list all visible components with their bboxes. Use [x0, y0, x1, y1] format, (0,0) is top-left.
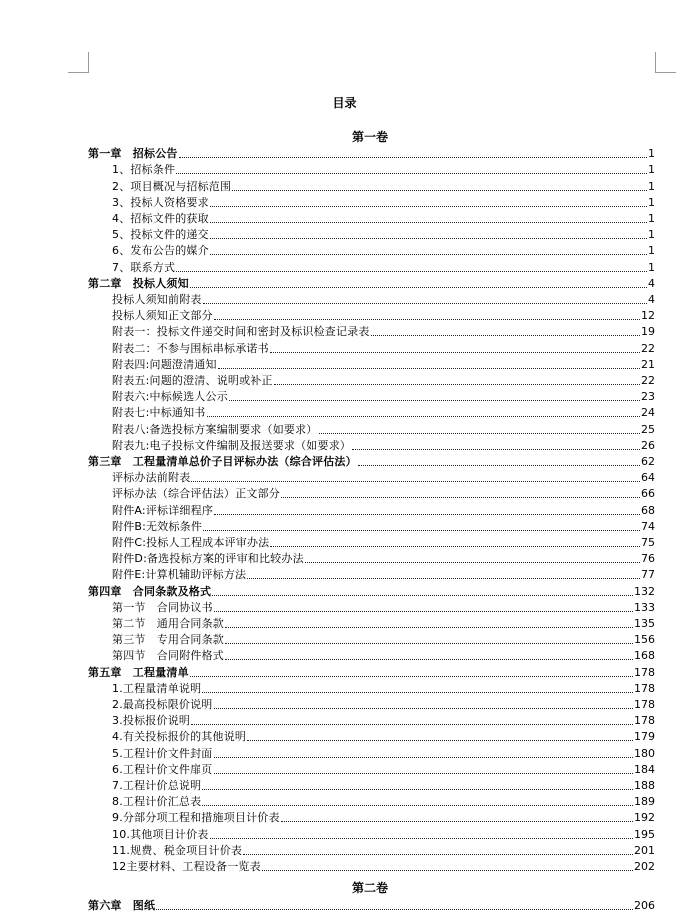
toc-section-entry[interactable]	[112, 258, 655, 274]
toc-entry-label: 附表五:问题的澄清、说明或补正	[112, 373, 273, 387]
toc-section-entry[interactable]	[112, 744, 655, 760]
toc-section-entry[interactable]	[112, 177, 655, 193]
toc-entry-page-number: 19	[641, 325, 655, 339]
toc-section-entry[interactable]	[112, 793, 655, 809]
dot-leader	[179, 157, 647, 158]
toc-entry-label: 1、招标条件	[112, 163, 176, 177]
toc-entry-label: 2、项目概况与招标范围	[112, 179, 232, 193]
dot-leader	[247, 578, 640, 579]
toc-chapter-entry[interactable]	[88, 453, 655, 469]
toc-section-entry[interactable]	[112, 388, 655, 404]
toc-entry-label: 评标办法（综合评估法）正文部分	[112, 487, 280, 501]
toc-entry-page-number: 1	[648, 163, 655, 177]
dot-leader	[305, 562, 640, 563]
dot-leader	[371, 335, 640, 336]
toc-section-entry[interactable]	[112, 194, 655, 210]
toc-chapter-entry[interactable]	[88, 275, 655, 291]
dot-leader	[202, 692, 633, 693]
crop-mark-top-left-horizontal	[68, 72, 89, 73]
toc-section-entry[interactable]	[112, 842, 655, 858]
toc-entry-page-number: 178	[634, 681, 655, 695]
toc-entry-label: 第三章 工程量清单总价子目评标办法（综合评估法）	[88, 454, 357, 468]
toc-entry-label: 附件D:备选投标方案的评审和比较办法	[112, 552, 304, 566]
toc-chapter-entry[interactable]	[88, 582, 655, 598]
dot-leader	[191, 724, 633, 725]
toc-section-entry[interactable]	[112, 761, 655, 777]
dot-leader	[203, 530, 640, 531]
toc-entry-label: 8.工程计价汇总表	[112, 795, 202, 809]
toc-section-entry[interactable]	[112, 323, 655, 339]
crop-mark-top-left-vertical	[88, 52, 89, 72]
toc-entry-label: 第三节 专用合同条款	[112, 633, 224, 647]
toc-section-entry[interactable]	[112, 307, 655, 323]
toc-entry-page-number: 1	[648, 147, 655, 161]
toc-section-entry[interactable]	[112, 469, 655, 485]
toc-section-entry[interactable]	[112, 226, 655, 242]
dot-leader	[319, 433, 640, 434]
dot-leader	[218, 368, 640, 369]
toc-entry-page-number: 68	[641, 503, 655, 517]
toc-section-entry[interactable]	[112, 712, 655, 728]
volume-2-heading: 第二卷	[351, 881, 388, 895]
toc-entry-page-number: 178	[634, 697, 655, 711]
toc-entry-page-number: 133	[634, 600, 655, 614]
dot-leader	[232, 190, 647, 191]
dot-leader	[214, 708, 634, 709]
toc-entry-page-number: 4	[648, 276, 655, 290]
dot-leader	[229, 400, 640, 401]
dot-leader	[156, 909, 633, 910]
dot-leader	[270, 546, 640, 547]
toc-entry-label: 10.其他项目计价表	[112, 827, 209, 841]
dot-leader	[212, 595, 633, 596]
dot-leader	[202, 789, 633, 790]
toc-section-entry[interactable]	[112, 777, 655, 793]
toc-entry-page-number: 1	[648, 211, 655, 225]
toc-entry-page-number: 195	[634, 827, 655, 841]
toc-entry-page-number: 4	[648, 292, 655, 306]
dot-leader	[225, 643, 633, 644]
toc-section-entry[interactable]	[112, 501, 655, 517]
toc-entry-page-number: 202	[634, 859, 655, 873]
toc-entry-label: 7.工程计价总说明	[112, 778, 202, 792]
toc-entry-label: 7、联系方式	[112, 260, 176, 274]
dot-leader	[247, 740, 633, 741]
toc-section-entry[interactable]	[112, 404, 655, 420]
toc-section-entry[interactable]	[112, 518, 655, 534]
toc-entry-page-number: 64	[641, 471, 655, 485]
toc-entry-page-number: 180	[634, 746, 655, 760]
toc-entry-label: 12主要材料、工程设备一览表	[112, 859, 261, 873]
toc-section-entry[interactable]	[112, 680, 655, 696]
toc-entry-label: 4、招标文件的获取	[112, 211, 209, 225]
toc-section-entry[interactable]	[112, 420, 655, 436]
toc-section-entry[interactable]	[112, 566, 655, 582]
toc-entry-page-number: 168	[634, 649, 655, 663]
dot-leader	[176, 173, 647, 174]
toc-entry-label: 附件C:投标人工程成本评审办法	[112, 535, 270, 549]
toc-entry-page-number: 25	[641, 422, 655, 436]
dot-leader	[214, 514, 640, 515]
toc-entry-page-number: 1	[648, 260, 655, 274]
toc-entry-label: 3.投标报价说明	[112, 714, 191, 728]
toc-entry-label: 第五章 工程量清单	[88, 665, 189, 679]
toc-entry-label: 附件A:评标详细程序	[112, 503, 214, 517]
toc-entry-page-number: 22	[641, 373, 655, 387]
toc-entry-label: 附件E:计算机辅助评标方法	[112, 568, 247, 582]
toc-entry-page-number: 1	[648, 179, 655, 193]
toc-entry-page-number: 21	[641, 357, 655, 371]
toc-section-entry[interactable]	[112, 210, 655, 226]
dot-leader	[203, 303, 647, 304]
toc-entry-page-number: 24	[641, 406, 655, 420]
toc-entry-label: 5.工程计价文件封面	[112, 746, 213, 760]
toc-entry-label: 第二节 通用合同条款	[112, 616, 224, 630]
volume-1-heading: 第一卷	[351, 130, 388, 144]
toc-entry-page-number: 201	[634, 843, 655, 857]
toc-entry-page-number: 156	[634, 633, 655, 647]
toc-entry-page-number: 66	[641, 487, 655, 501]
toc-entry-label: 附表四:问题澄清通知	[112, 357, 217, 371]
dot-leader	[210, 838, 634, 839]
toc-entry-label: 投标人须知正文部分	[112, 309, 213, 323]
toc-section-entry[interactable]	[112, 356, 655, 372]
dot-leader	[176, 271, 647, 272]
toc-section-entry[interactable]	[112, 161, 655, 177]
toc-entry-page-number: 75	[641, 535, 655, 549]
toc-entry-label: 1.工程量清单说明	[112, 681, 202, 695]
toc-entry-label: 投标人须知前附表	[112, 292, 202, 306]
toc-entry-page-number: 1	[648, 195, 655, 209]
toc-entry-label: 附表七:中标通知书	[112, 406, 206, 420]
dot-leader	[225, 627, 633, 628]
dot-leader	[214, 319, 640, 320]
dot-leader	[190, 287, 647, 288]
toc-entry-label: 第四章 合同条款及格式	[88, 584, 212, 598]
dot-leader	[352, 449, 640, 450]
toc-chapter-entry[interactable]	[88, 145, 655, 161]
crop-mark-top-right-horizontal	[655, 72, 676, 73]
dot-leader	[225, 659, 633, 660]
toc-entry-page-number: 12	[641, 309, 655, 323]
dot-leader	[281, 497, 640, 498]
dot-leader	[207, 416, 640, 417]
toc-section-entry[interactable]	[112, 647, 655, 663]
toc-entry-page-number: 132	[634, 584, 655, 598]
toc-entry-label: 附表二：不参与围标串标承诺书	[112, 341, 269, 355]
toc-section-entry[interactable]	[112, 615, 655, 631]
dot-leader	[214, 757, 634, 758]
toc-section-entry[interactable]	[112, 728, 655, 744]
crop-mark-top-right-vertical	[655, 52, 656, 72]
toc-section-entry[interactable]	[112, 631, 655, 647]
toc-section-entry[interactable]	[112, 485, 655, 501]
dot-leader	[214, 611, 633, 612]
toc-entry-label: 附表六:中标候选人公示	[112, 390, 228, 404]
toc-entry-page-number: 74	[641, 519, 655, 533]
dot-leader	[202, 805, 633, 806]
toc-entry-page-number: 188	[634, 778, 655, 792]
toc-entry-page-number: 77	[641, 568, 655, 582]
dot-leader	[214, 773, 634, 774]
toc-entry-label: 第六章 图纸	[88, 899, 156, 913]
toc-section-entry[interactable]	[112, 825, 655, 841]
toc-title: 目录	[332, 96, 357, 110]
toc-chapter-entry[interactable]	[88, 897, 655, 913]
toc-section-entry[interactable]	[112, 809, 655, 825]
dot-leader	[274, 384, 640, 385]
toc-entry-page-number: 192	[634, 811, 655, 825]
toc-chapter-entry[interactable]	[88, 663, 655, 679]
dot-leader	[190, 676, 633, 677]
toc-entry-label: 第一章 招标公告	[88, 147, 178, 161]
toc-entry-label: 2.最高投标限价说明	[112, 697, 213, 711]
dot-leader	[210, 254, 647, 255]
toc-section-entry[interactable]	[112, 339, 655, 355]
toc-entry-page-number: 206	[634, 899, 655, 913]
toc-entry-page-number: 62	[641, 454, 655, 468]
toc-entry-label: 附表八:备选投标方案编制要求（如要求）	[112, 422, 318, 436]
toc-entry-label: 6.工程计价文件扉页	[112, 762, 213, 776]
toc-section-entry[interactable]	[112, 858, 655, 874]
dot-leader	[358, 465, 640, 466]
toc-entry-label: 5、投标文件的递交	[112, 228, 209, 242]
toc-section-entry[interactable]	[112, 291, 655, 307]
toc-entry-label: 3、投标人资格要求	[112, 195, 209, 209]
toc-entry-page-number: 179	[634, 730, 655, 744]
toc-entry-label: 第二章 投标人须知	[88, 276, 189, 290]
dot-leader	[243, 854, 633, 855]
dot-leader	[262, 870, 633, 871]
toc-entry-label: 4.有关投标报价的其他说明	[112, 730, 247, 744]
toc-entry-label: 11.规费、税金项目计价表	[112, 843, 243, 857]
toc-entry-label: 第四节 合同附件格式	[112, 649, 224, 663]
toc-entry-page-number: 76	[641, 552, 655, 566]
toc-entry-page-number: 189	[634, 795, 655, 809]
toc-entry-label: 6、发布公告的媒介	[112, 244, 209, 258]
toc-entry-page-number: 23	[641, 390, 655, 404]
toc-entry-page-number: 184	[634, 762, 655, 776]
toc-entry-label: 附表九:电子投标文件编制及报送要求（如要求）	[112, 438, 352, 452]
toc-entry-page-number: 1	[648, 228, 655, 242]
dot-leader	[270, 352, 640, 353]
toc-entry-page-number: 1	[648, 244, 655, 258]
toc-entry-page-number: 178	[634, 665, 655, 679]
toc-section-entry[interactable]	[112, 599, 655, 615]
toc-section-entry[interactable]	[112, 437, 655, 453]
toc-entry-page-number: 135	[634, 616, 655, 630]
toc-entry-page-number: 178	[634, 714, 655, 728]
toc-section-entry[interactable]	[112, 242, 655, 258]
dot-leader	[210, 206, 647, 207]
toc-entry-label: 评标办法前附表	[112, 471, 191, 485]
toc-entry-label: 附件B:无效标条件	[112, 519, 203, 533]
dot-leader	[281, 821, 633, 822]
toc-entry-label: 附表一：投标文件递交时间和密封及标识检查记录表	[112, 325, 370, 339]
toc-entry-label: 第一节 合同协议书	[112, 600, 213, 614]
toc-section-entry[interactable]	[112, 696, 655, 712]
dot-leader	[191, 481, 640, 482]
toc-entry-page-number: 26	[641, 438, 655, 452]
toc-section-entry[interactable]	[112, 372, 655, 388]
toc-entry-page-number: 22	[641, 341, 655, 355]
dot-leader	[210, 222, 647, 223]
toc-section-entry[interactable]	[112, 550, 655, 566]
dot-leader	[210, 238, 647, 239]
toc-section-entry[interactable]	[112, 534, 655, 550]
toc-entry-label: 9.分部分项工程和措施项目计价表	[112, 811, 280, 825]
